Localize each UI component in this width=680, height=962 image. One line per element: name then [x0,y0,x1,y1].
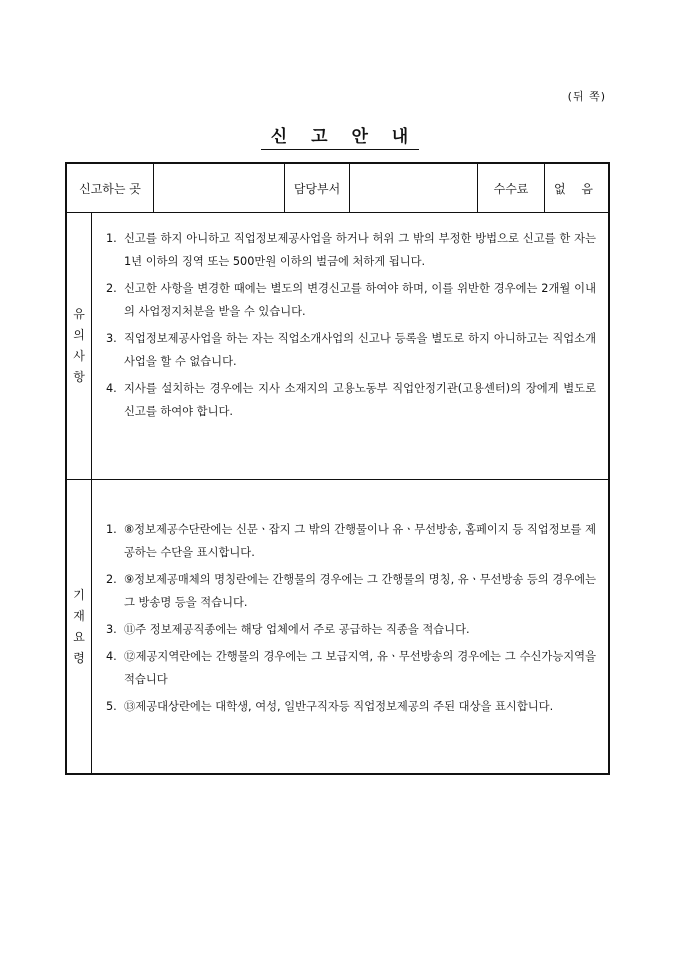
guide-label-char: 요 [73,629,85,644]
item-number: 4. [106,650,117,663]
notes-label-char: 사 [73,349,85,363]
item-number: 3. [106,332,117,345]
item-number: 3. [106,623,117,636]
place-label: 신고하는 곳 [67,164,154,212]
item-number: 4. [106,382,117,395]
notes-label-char: 항 [73,370,85,384]
item-text: ⑫제공지역란에는 간행물의 경우에는 그 보급지역, 유ㆍ무선방송의 경우에는 그 수신가능지역을 적습니다 [124,650,596,686]
place-value [154,164,285,212]
item-number: 1. [106,232,117,245]
list-item [106,227,596,273]
list-item [106,327,596,373]
page-side-label: (뒤 쪽) [567,90,606,103]
title-text: 신 고 안 내 [261,127,419,150]
list-item [106,618,596,641]
item-text: ⑧정보제공수단란에는 신문ㆍ잡지 그 밖의 간행물이나 유ㆍ무선방송, 홈페이지 등 직업정보를 제공하는 수단을 표시합니다. [124,523,596,559]
report-guide-form [65,162,610,775]
list-item [106,518,596,564]
guide-section-label [67,480,92,773]
item-text: 직업정보제공사업을 하는 자는 직업소개사업의 신고나 등록을 별도로 하지 아니하고는 직업소개사업을 할 수 없습니다. [124,332,596,368]
item-number: 2. [106,282,117,295]
item-text: 지사를 설치하는 경우에는 지사 소재지의 고용노동부 직업안정기관(고용센터)의 장에게 별도로 신고를 하여야 합니다. [124,382,596,418]
notes-label-char: 유 [73,307,85,321]
item-number: 2. [106,573,117,586]
dept-value [350,164,478,212]
list-item [106,568,596,614]
notes-list [92,213,608,479]
document-title [0,122,680,147]
guide-section [67,480,608,773]
dept-label: 담당부서 [285,164,350,212]
item-number: 5. [106,700,117,713]
list-item [106,645,596,691]
guide-label-char: 재 [73,608,85,623]
notes-label-char: 의 [73,328,85,342]
list-item [106,695,596,718]
guide-list [92,480,608,773]
item-text: 신고한 사항을 변경한 때에는 별도의 변경신고를 하여야 하며, 이를 위반한 경우에는 2개월 이내의 사업정지처분을 받을 수 있습니다. [124,282,596,318]
list-item [106,377,596,423]
notes-section [67,213,608,480]
item-number: 1. [106,523,117,536]
fee-value: 없 음 [554,181,599,196]
item-text: 신고를 하지 아니하고 직업정보제공사업을 하거나 허위 그 밖의 부정한 방법으로 신고를 한 자는 1년 이하의 징역 또는 500만원 이하의 벌금에 처하게 됩니다. [124,232,596,268]
list-item [106,277,596,323]
header-row [67,164,608,213]
item-text: ⑨정보제공매체의 명칭란에는 간행물의 경우에는 그 간행물의 명칭, 유ㆍ무선방송 등의 경우에는 그 방송명 등을 적습니다. [124,573,596,609]
guide-label-char: 기 [73,587,85,602]
item-text: ⑪주 정보제공직종에는 해당 업체에서 주로 공급하는 직종을 적습니다. [124,623,470,636]
fee-label: 수수료 [478,164,545,212]
guide-label-char: 령 [73,650,85,665]
item-text: ⑬제공대상란에는 대학생, 여성, 일반구직자등 직업정보제공의 주된 대상을 표시합니다. [124,700,554,713]
notes-section-label [67,213,92,479]
